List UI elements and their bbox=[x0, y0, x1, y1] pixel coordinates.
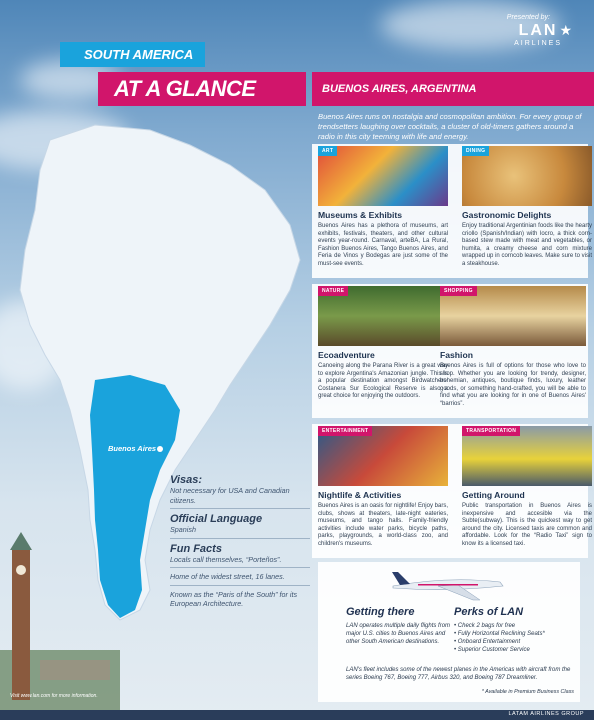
perk-item: • Superior Customer Service bbox=[454, 647, 530, 653]
card-transportation bbox=[462, 426, 592, 549]
fun-fact-3: Known as the “Paris of the South” for its European Architecture. bbox=[170, 589, 298, 608]
buenos-aires-marker bbox=[157, 446, 163, 452]
card-text: Enjoy traditional Argentinian foods like the hearty criollo (Spanish/Indian) with locro, a thick corn-based stew made with meat and vegetables, or humita, a creamy cheese and corn mixture wrapped up in corncob leaves. Make sure to visit a steakhouse. bbox=[462, 223, 592, 267]
card-museums bbox=[318, 146, 448, 269]
dining-image bbox=[462, 146, 592, 206]
card-tag: NATURE bbox=[318, 286, 348, 296]
lan-airlines-logo bbox=[514, 22, 572, 47]
region-banner: SOUTH AMERICA bbox=[60, 42, 205, 67]
card-title: Ecoadventure bbox=[318, 350, 375, 360]
getting-there-text: LAN operates multiple daily flights from major U.S. cities to Buenos Aires and other South American destinations. bbox=[346, 623, 451, 645]
visit-link[interactable]: Visit www.lan.com for more information. bbox=[10, 693, 98, 699]
card-text: Public transportation in Buenos Aires is inexpensive and accesible via the Subte(subway). This is the quickest way to get around the city. Licensed taxis are common and affordable. Look for the “Radio Taxi” sign to know its a licensed taxi. bbox=[462, 503, 592, 547]
perk-item: • Fully Horizontal Reclining Seats* bbox=[454, 631, 545, 637]
getting-there-column bbox=[346, 606, 454, 646]
card-nature bbox=[318, 286, 448, 401]
card-tag: DINING bbox=[462, 146, 489, 156]
clock-tower-illustration bbox=[0, 530, 120, 710]
star-icon: ★ bbox=[559, 22, 572, 38]
page-title: AT A GLANCE bbox=[98, 72, 306, 106]
card-text: Buenos Aires has a plethora of museums, art exhibits, festivals, theaters, and other cultural events year-round. Carnaval, arteBA, La Rural, Fashion Buenos Aires, Tango Buenos Aires, and Feria de Vinos y Bodegas are just some of the must-see events. bbox=[318, 223, 448, 267]
card-tag: ENTERTAINMENT bbox=[318, 426, 372, 436]
perk-item: • Onboard Entertainment bbox=[454, 639, 521, 645]
card-tag: SHOPPING bbox=[440, 286, 477, 296]
intro-text: Buenos Aires runs on nostalgia and cosmopolitan ambition. For every group of trendsetters laughing over cocktails, a cluster of old-timers gathers around a radio in this city teeming with life and energy. bbox=[318, 112, 582, 141]
footnote-text: * Available in Premium Business Class bbox=[481, 689, 574, 695]
buenos-aires-label: Buenos Aires bbox=[108, 444, 157, 453]
language-title: Official Language bbox=[170, 513, 263, 525]
airplane-icon bbox=[388, 566, 508, 602]
card-title: Museums & Exhibits bbox=[318, 210, 403, 220]
card-title: Gastronomic Delights bbox=[462, 210, 552, 220]
card-tag: TRANSPORTATION bbox=[462, 426, 520, 436]
card-title: Getting Around bbox=[462, 490, 525, 500]
perks-list bbox=[454, 622, 576, 654]
fun-facts-title: Fun Facts bbox=[170, 542, 222, 555]
perks-title: Perks of LAN bbox=[454, 606, 524, 618]
museums-image bbox=[318, 146, 448, 206]
fleet-text: LAN's fleet includes some of the newest planes in the Americas with aircraft from the series Boeing 767, Boeing 777, Airbus 320, and Boeing 787 Dreamliner. bbox=[346, 667, 571, 681]
logo-lan: LAN bbox=[518, 22, 558, 39]
card-shopping bbox=[440, 286, 586, 409]
card-text: Canoeing along the Parana River is a great way to explore Argentina's Amazonian jungle. This is a popular destination amongst Birdwatchers. Costanera Sur Ecological Reserve is also a great choice for enjoying the outdoors. bbox=[318, 363, 448, 400]
visas-title: Visas: bbox=[170, 474, 203, 486]
divider bbox=[170, 538, 310, 539]
card-title: Nightlife & Activities bbox=[318, 490, 402, 500]
divider bbox=[170, 567, 310, 568]
footer-bar bbox=[0, 710, 594, 720]
shopping-image bbox=[440, 286, 586, 346]
fun-fact-1: Locals call themselves, “Porteños”. bbox=[170, 554, 282, 564]
card-tag: ART bbox=[318, 146, 337, 156]
fun-fact-2: Home of the widest street, 16 lanes. bbox=[170, 572, 285, 581]
facts-panel bbox=[170, 474, 310, 609]
logo-airlines: AIRLINES bbox=[514, 40, 562, 47]
transportation-image bbox=[462, 426, 592, 486]
fleet-info bbox=[346, 666, 574, 696]
card-dining bbox=[462, 146, 592, 269]
visas-text: Not necessary for USA and Canadian citizens. bbox=[170, 486, 290, 505]
lan-info-panel bbox=[318, 562, 580, 702]
city-title: BUENOS AIRES, ARGENTINA bbox=[312, 72, 594, 106]
card-text: Buenos Aires is an oasis for nightlife! Enjoy bars, clubs, shows at theaters, late-night eateries, museums, and tango halls. Family-friendly activities include water parks, bicycle paths, parks, playgrounds, a world-class zoo, and children's museums. bbox=[318, 503, 448, 547]
footer-brand: LATAM AIRLINES GROUP bbox=[508, 711, 584, 717]
perk-item: • Check 2 bags for free bbox=[454, 623, 516, 629]
language-text: Spanish bbox=[170, 525, 196, 534]
divider bbox=[170, 508, 310, 509]
card-entertainment bbox=[318, 426, 448, 549]
card-text: Buenos Aires is full of options for those who love to shop. Whether you are looking for trendy, designer, bohemian, antiques, boutique finds, luxury, leather goods, or something hand-crafted, you will be able to find what you are looking for in one of Buenos Aires' “barrios”. bbox=[440, 363, 586, 407]
nature-image bbox=[318, 286, 448, 346]
getting-there-title: Getting there bbox=[346, 606, 415, 618]
card-title: Fashion bbox=[440, 350, 473, 360]
entertainment-image bbox=[318, 426, 448, 486]
divider bbox=[170, 585, 310, 586]
perks-column bbox=[454, 606, 576, 654]
presented-by-text: Presented by: bbox=[506, 14, 550, 21]
